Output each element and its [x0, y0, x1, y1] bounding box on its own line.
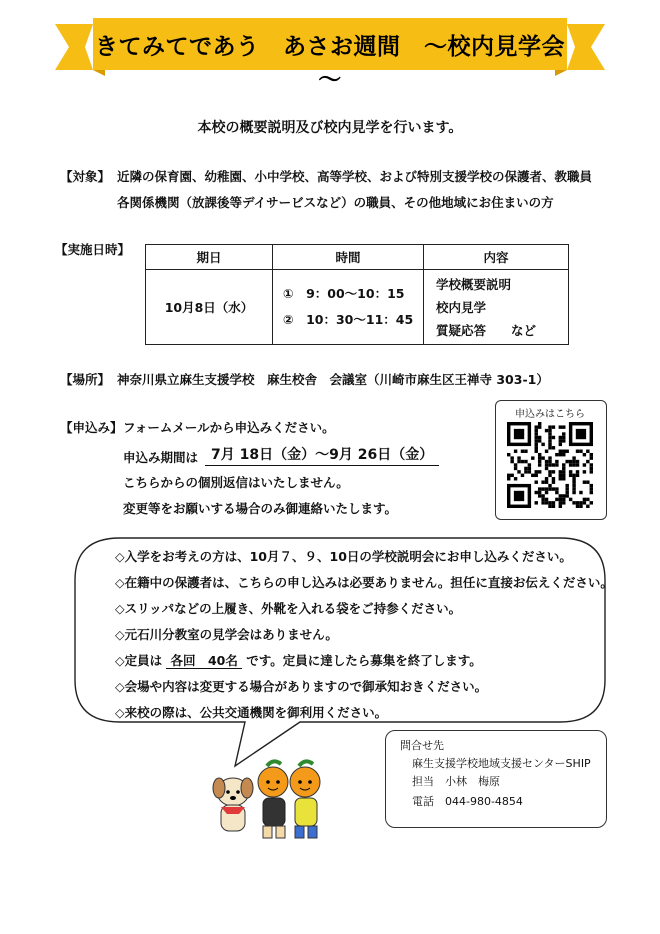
- schedule-table: [145, 244, 569, 345]
- note-3: ◇スリッパなどの上履き、外靴を入れる袋をご持参ください。: [115, 601, 462, 616]
- header-time: 時間: [273, 245, 424, 270]
- schedule-date: 10月8日（水）: [146, 270, 273, 345]
- orange-mascot-icon: [290, 761, 320, 838]
- schedule-times: [273, 270, 424, 345]
- apply-line-4: 変更等をお願いする場合のみ御連絡いたします。: [123, 501, 398, 516]
- contact-phone: 電話 044-980-4854: [412, 795, 523, 808]
- note-capacity: [115, 651, 482, 669]
- note-6: ◇来校の際は、公共交通機関を御利用ください。: [115, 705, 388, 720]
- qr-code-icon[interactable]: [507, 422, 593, 508]
- place-label: 【場所】: [60, 372, 111, 387]
- mascot-illustration: [205, 752, 335, 847]
- content-item-3: 質疑応答 など: [436, 322, 537, 338]
- note-1: ◇入学をお考えの方は、10月７、９、10日の学校説明会にお申し込みください。: [115, 549, 572, 564]
- note-5: ◇会場や内容は変更する場合がありますので御承知おきください。: [115, 679, 488, 694]
- content-item-2: 校内見学: [436, 299, 487, 315]
- header-content: 内容: [424, 245, 569, 270]
- contact-heading: 問合せ先: [400, 739, 444, 752]
- contact-person: 担当 小林 梅原: [412, 775, 500, 788]
- schedule-label: 【実施日時】: [55, 242, 131, 257]
- apply-line-3: こちらからの個別返信はいたしません。: [123, 475, 349, 490]
- capacity-value: 各回 40名: [166, 653, 241, 669]
- apply-label: 【申込み】: [60, 420, 123, 435]
- place-text: 神奈川県立麻生支援学校 麻生校舎 会議室（川崎市麻生区王禅寺 303-1）: [117, 372, 549, 387]
- apply-period: 7月 18日（金）～9月 26日（金）: [205, 444, 439, 466]
- header-date: 期日: [146, 245, 273, 270]
- orange-mascot-icon: [258, 761, 288, 838]
- contact-org: 麻生支援学校地域支援センターSHIP: [412, 757, 591, 770]
- target-line-1: 近隣の保育園、幼稚園、小中学校、高等学校、および特別支援学校の保護者、教職員: [117, 169, 593, 184]
- lead-text: 本校の概要説明及び校内見学を行います。: [197, 120, 463, 136]
- dog-mascot-icon: [213, 778, 253, 831]
- apply-period-label: 申込み期間は: [123, 450, 199, 465]
- time-slot-2: ② 10：30～11：45: [283, 312, 414, 327]
- target-line-2: 各関係機関（放課後等デイサービスなど）の職員、その他地域にお住まいの方: [117, 195, 554, 210]
- page-title: きてみてであう あさお週間 ～校内見学会～: [95, 34, 565, 93]
- content-item-1: 学校概要説明: [436, 276, 512, 292]
- target-label: 【対象】: [60, 169, 111, 184]
- apply-line-1: フォームメールから申込みください。: [123, 420, 335, 435]
- schedule-contents: [424, 270, 569, 345]
- capacity-prefix: ◇定員は: [115, 653, 163, 668]
- contact-box: [385, 730, 607, 828]
- time-slot-1: ① 9：00～10：15: [283, 286, 405, 301]
- capacity-suffix: です。定員に達したら募集を終了します。: [246, 653, 482, 668]
- qr-caption: 申込みはこちら: [515, 409, 585, 420]
- note-2: ◇在籍中の保護者は、こちらの申し込みは必要ありません。担任に直接お伝えください。: [115, 575, 613, 590]
- note-4: ◇元石川分教室の見学会はありません。: [115, 627, 338, 642]
